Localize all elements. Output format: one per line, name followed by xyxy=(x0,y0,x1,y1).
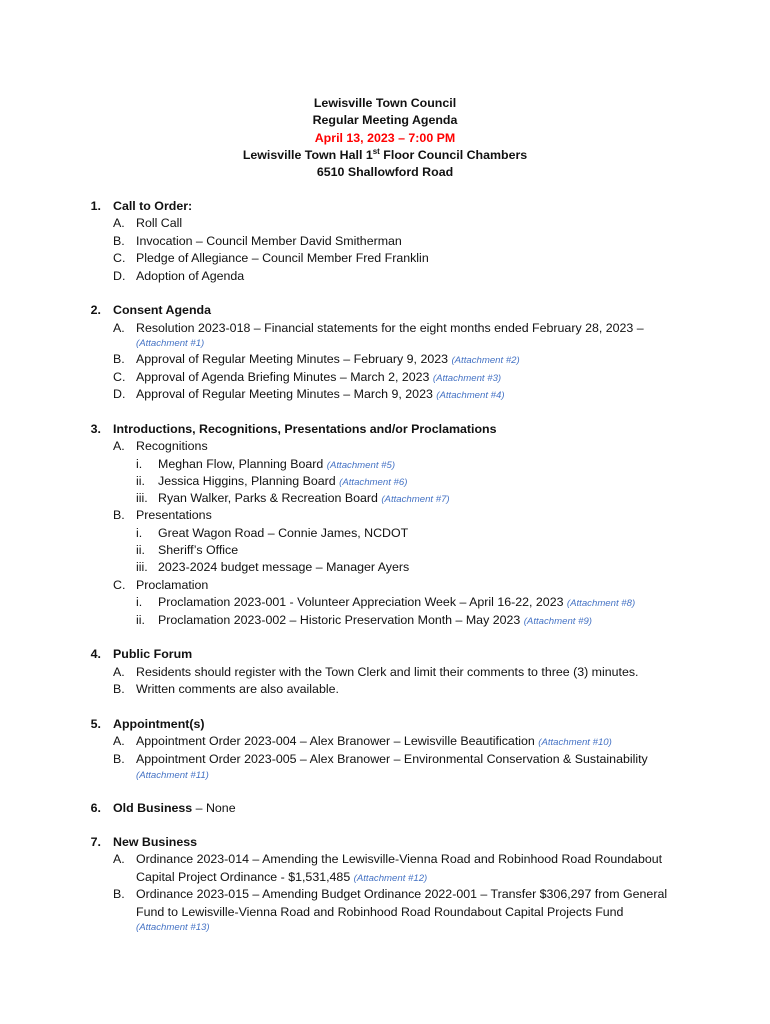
agenda-header xyxy=(0,95,770,181)
meeting-location: Lewisville Town Hall 1st Floor Council Chambers xyxy=(242,146,528,162)
attachment-link[interactable]: (Attachment #12) xyxy=(353,873,428,884)
council-name: Lewisville Town Council xyxy=(313,96,457,110)
meeting-date: April 13, 2023 – 7:00 PM xyxy=(314,130,456,145)
attachment-link[interactable]: (Attachment #2) xyxy=(451,355,520,366)
attachment-link[interactable]: (Attachment #7) xyxy=(381,494,450,505)
attachment-link[interactable]: (Attachment #9) xyxy=(523,616,592,627)
attachment-link[interactable]: (Attachment #6) xyxy=(339,477,408,488)
attachment-link[interactable]: (Attachment #5) xyxy=(326,460,396,471)
attachment-link[interactable]: (Attachment #8) xyxy=(566,598,636,609)
attachment-link[interactable]: (Attachment #4) xyxy=(436,390,505,401)
agenda-title: Regular Meeting Agenda xyxy=(312,113,458,128)
agenda-page: Lewisville Town Council Regular Meeting Agenda April 13, 2023 – 7:00 PM Lewisville Town Hall 1st Floor Council Chambers 6510 Shallowford Road 1. Call to Order: A. Roll Call B. Invocation – Council Member David Smitherman C. Pledge of Allegiance – Council Member Fred Franklin D. Adoption of Agenda 2. Consent Agenda A. Resolution 2023-018 – Financial statements for the eight months ended February 28, 2023 – (Attachment #1) B. Approval of Regular Meeting Minutes – February 9, 2023 (Attachment #2) C. Approval of Agenda Briefing Minutes – March 2, 2023 (Attachment #3) D. Approval of Regular Meeting Minutes – March 9, 2023 (Attachment #4) 3. Introductions, Recognitions, Presentations and/or Proclamations A. Recognitions i. Meghan Flow, Planning Board (Attachment #5) ii. Jessica Higgins, Planning Board (Attachment #6) iii. Ryan Walker, Parks & Recreation Board (Attachment #7) B. Presentations i. Great Wagon Road – Connie James, NCDOT ii. Sheriff’s Office iii. 2023-2024 budget message – Manager Ayers C. Proclamation i. Proclamation 2023-001 - Volunteer Appreciation Week – April 16-22, 2023 (Attachment #8) ii. Proclamation 2023-002 – Historic Preservation Month – May 2023 (Attachment #9) 4. Public Forum A. Residents should register with the Town Clerk and limit their comments to three (3) minutes. B. Written comments are also available. 5. Appointment(s) A. Appointment Order 2023-004 – Alex Branower – Lewisville Beautification (Attachment #10) B. Appointment Order 2023-005 – Alex Branower – Environmental Conservation & Sustainability (Attachment #11) 6. Old Business – None 7. New Business A. Ordinance 2023-014 – Amending the Lewisville-Vienna Road and Robinhood Road Roundabout Capital Project Ordinance - $1,531,485 (Attachment #12) B. Ordinance 2023-015 – Amending Budget Ordinance 2022-001 – Transfer $306,297 from General Fund to Lewisville-Vienna Road and Robinhood Road Roundabout Capital Projects Fund (Attachment #13) xyxy=(0,0,770,1024)
attachment-link[interactable]: (Attachment #3) xyxy=(432,373,502,384)
attachment-link[interactable]: (Attachment #10) xyxy=(538,737,612,748)
meeting-address: 6510 Shallowford Road xyxy=(316,165,454,180)
